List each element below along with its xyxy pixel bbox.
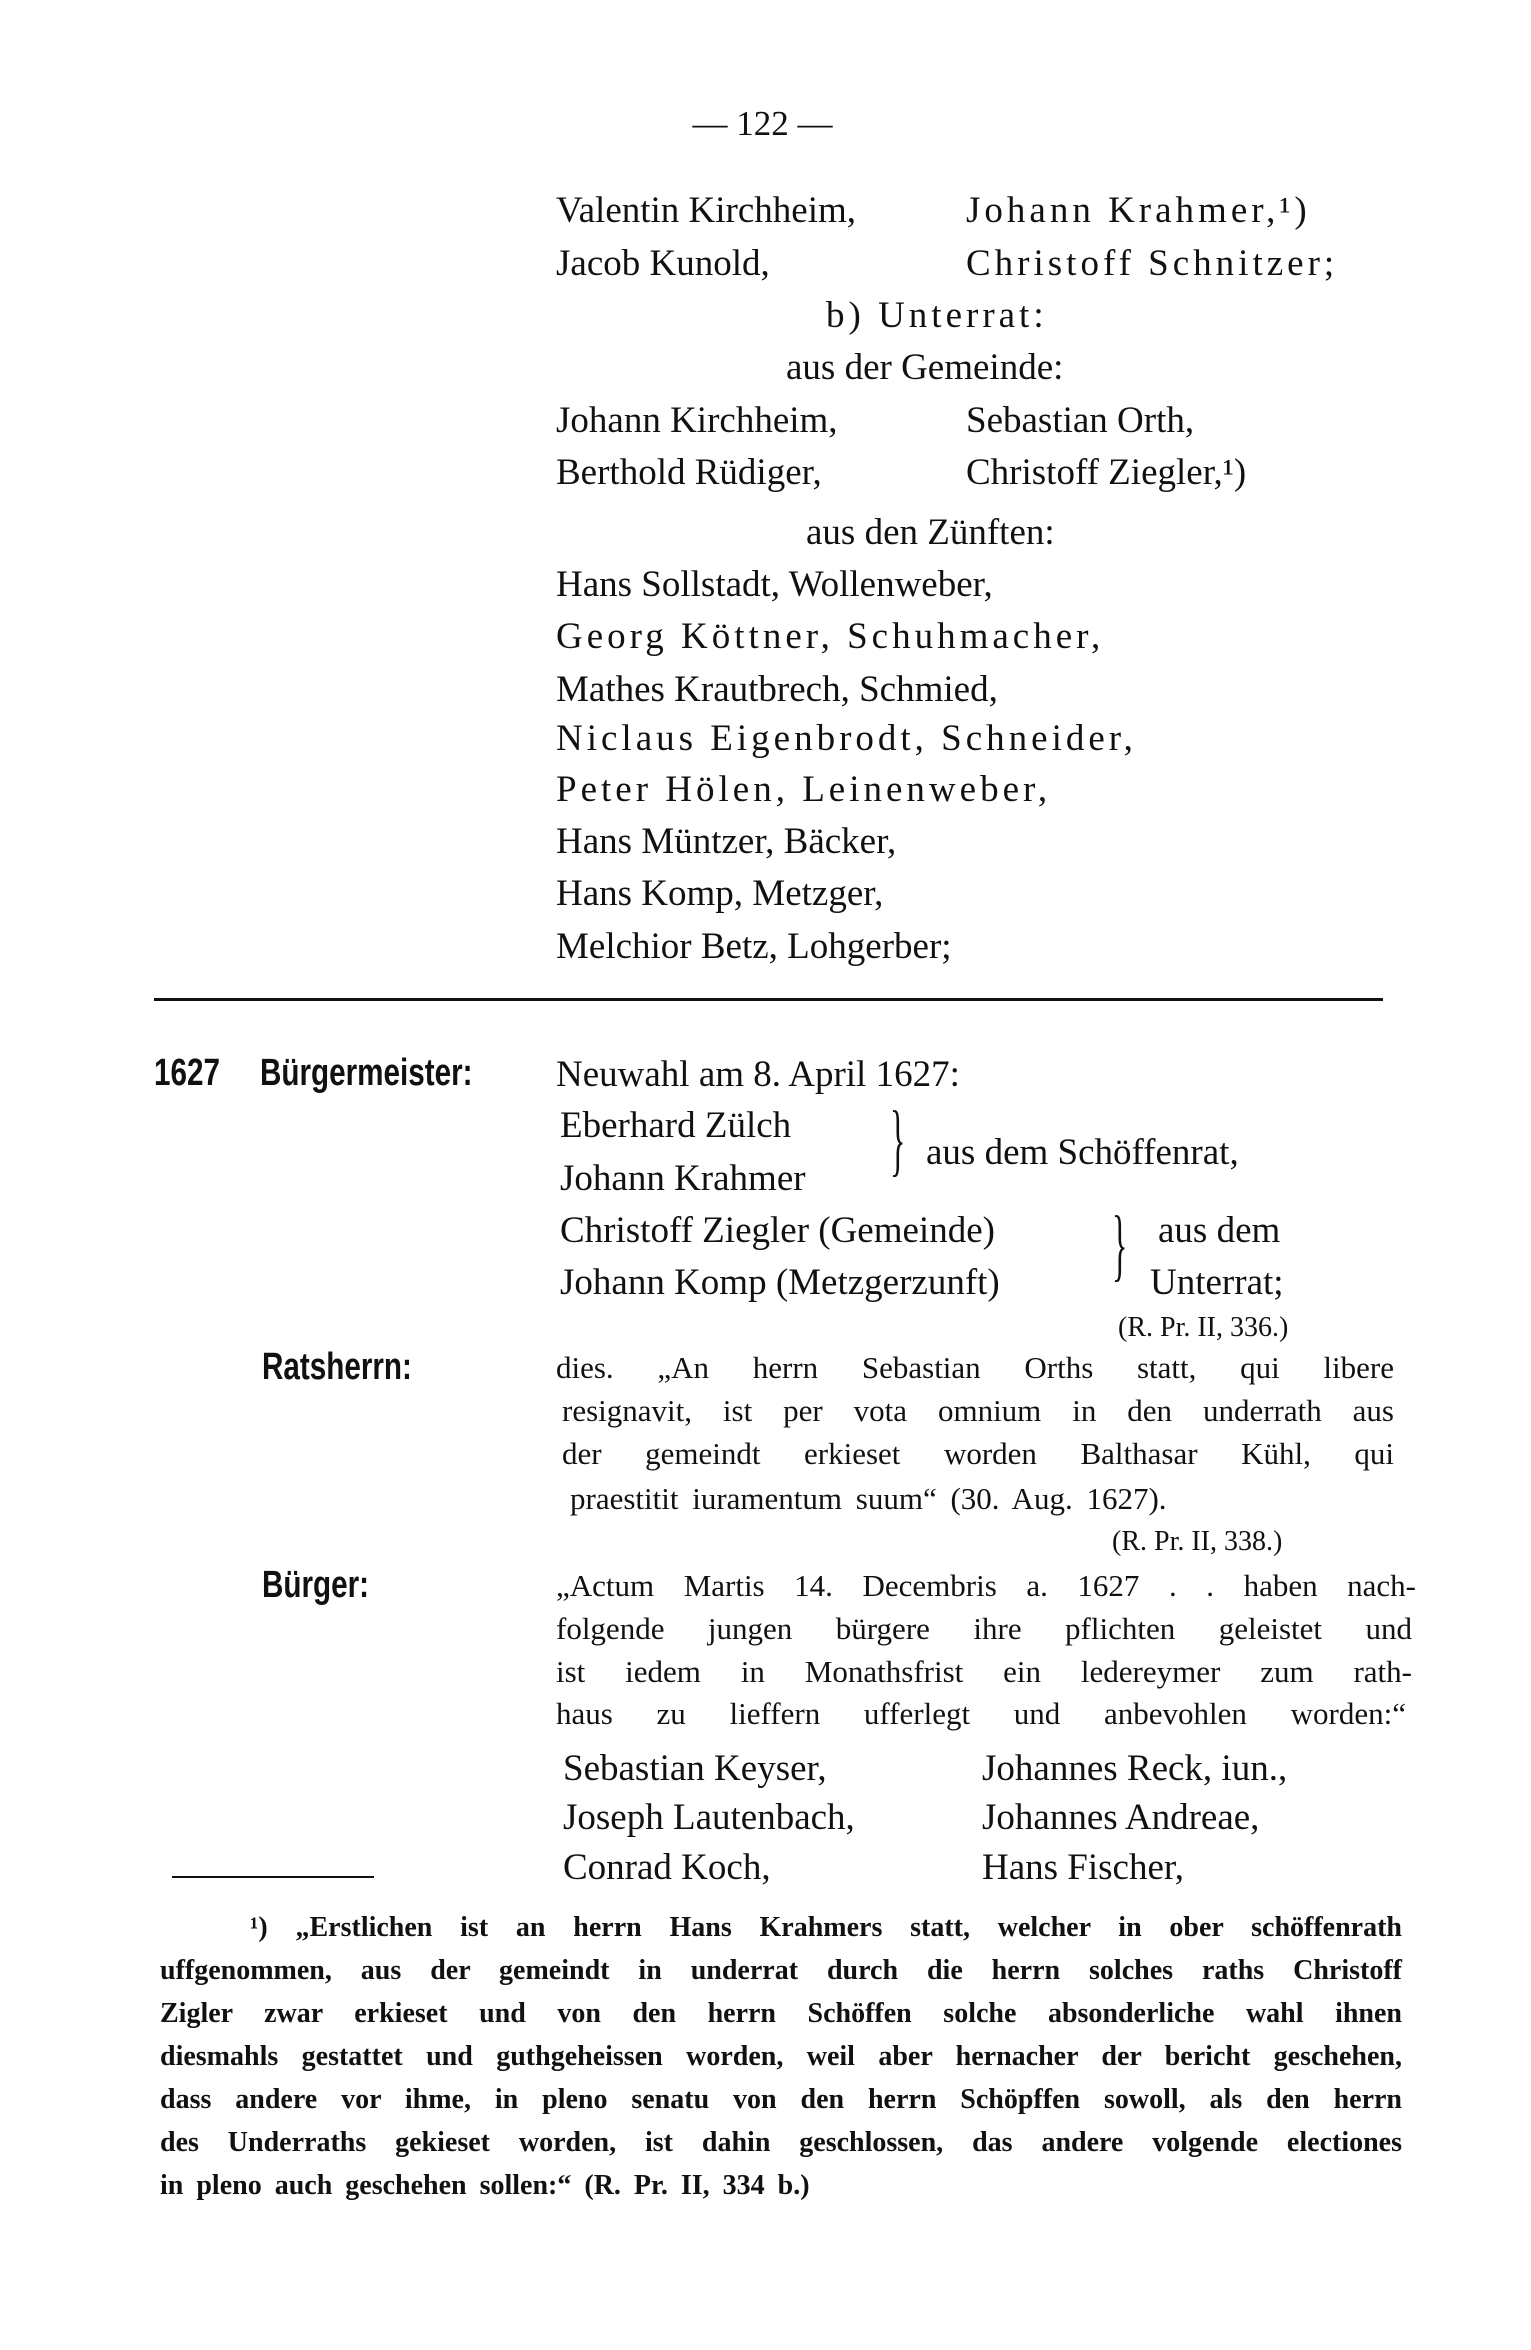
- footnote-line: dass andere vor ihme, in pleno senatu von den herrn Schöpffen sowoll, als den herrn: [160, 2084, 1402, 2115]
- name: Joseph Lautenbach,: [563, 1797, 855, 1838]
- year-label: 1627: [154, 1052, 220, 1094]
- name: Christoff Ziegler,¹): [966, 452, 1247, 493]
- text-line: haus zu lieffern ufferlegt und anbevohlen worden:“: [556, 1696, 1406, 1731]
- label-buergermeister: Bürgermeister:: [260, 1052, 473, 1094]
- name: Sebastian Keyser,: [563, 1748, 827, 1789]
- name: Sebastian Orth,: [966, 400, 1195, 441]
- name: Conrad Koch,: [563, 1847, 771, 1888]
- footnote-line: diesmahls gestattet und guthgeheissen worden, weil aber hernacher der bericht geschehen,: [160, 2041, 1402, 2072]
- footnote-line: des Underraths gekieset worden, ist dahin geschlossen, das andere volgende electiones: [160, 2127, 1402, 2158]
- name: Berthold Rüdiger,: [556, 452, 822, 493]
- brace-note: aus dem: [1158, 1210, 1281, 1251]
- label-buerger: Bürger:: [262, 1564, 370, 1606]
- heading-unterrat: b) Unterrat:: [826, 295, 1048, 336]
- text-line: resignavit, ist per vota omnium in den underrath aus: [562, 1393, 1394, 1428]
- name: Johann Komp (Metzgerzunft): [560, 1262, 1000, 1303]
- text-line: ist iedem in Monathsfrist ein ledereymer zum rath-: [556, 1654, 1412, 1689]
- text-line: dies. „An herrn Sebastian Orths statt, qui libere: [556, 1350, 1394, 1385]
- reference: (R. Pr. II, 336.): [1118, 1312, 1289, 1343]
- name: Christoff Schnitzer;: [966, 243, 1339, 284]
- name: Jacob Kunold,: [556, 243, 770, 284]
- text-line: „Actum Martis 14. Decembris a. 1627 . . haben nach-: [556, 1568, 1416, 1603]
- footnote-line: Zigler zwar erkieset und von den herrn Schöffen solche absonderliche wahl ihnen: [160, 1998, 1402, 2029]
- brace-note: aus dem Schöffenrat,: [926, 1132, 1239, 1173]
- section-divider: [154, 998, 1383, 1001]
- brace: }: [1112, 1201, 1128, 1289]
- footnote-line: uffgenommen, aus der gemeindt in underrat durch die herrn solches raths Christoff: [160, 1955, 1402, 1986]
- text-line: folgende jungen bürgere ihre pflichten geleistet und: [556, 1611, 1412, 1646]
- guild-member: Melchior Betz, Lohgerber;: [556, 926, 952, 967]
- footnote-divider: [172, 1876, 374, 1878]
- guild-member: Mathes Krautbrech, Schmied,: [556, 669, 998, 710]
- neuwahl-heading: Neuwahl am 8. April 1627:: [556, 1054, 960, 1095]
- footnote-line: in pleno auch geschehen sollen:“ (R. Pr. II, 334 b.): [160, 2170, 810, 2201]
- guild-member: Georg Köttner, Schuhmacher,: [556, 616, 1105, 657]
- guild-member: Hans Müntzer, Bäcker,: [556, 821, 897, 862]
- guild-member: Hans Komp, Metzger,: [556, 873, 884, 914]
- name: Valentin Kirchheim,: [556, 190, 857, 231]
- guild-member: Peter Hölen, Leinenweber,: [556, 769, 1052, 810]
- text-line: der gemeindt erkieset worden Balthasar Kühl, qui: [562, 1436, 1394, 1471]
- name: Hans Fischer,: [982, 1847, 1184, 1888]
- page-number: — 122 —: [692, 104, 833, 143]
- name: Johann Krahmer,¹): [966, 190, 1311, 231]
- heading-gemeinde: aus der Gemeinde:: [786, 347, 1064, 388]
- footnote-line: ¹) „Erstlichen ist an herrn Hans Krahmers statt, welcher in ober schöffenrath: [250, 1912, 1402, 1943]
- reference: (R. Pr. II, 338.): [1112, 1526, 1283, 1557]
- text-line: praestitit iuramentum suum“ (30. Aug. 1627).: [570, 1481, 1167, 1516]
- brace-note: Unterrat;: [1150, 1262, 1284, 1303]
- guild-member: Niclaus Eigenbrodt, Schneider,: [556, 718, 1137, 759]
- heading-zuenfte: aus den Zünften:: [806, 512, 1055, 553]
- name: Eberhard Zülch: [560, 1105, 792, 1146]
- guild-member: Hans Sollstadt, Wollenweber,: [556, 564, 993, 605]
- name: Johannes Reck, iun.,: [982, 1748, 1288, 1789]
- name: Johann Krahmer: [560, 1158, 806, 1199]
- brace: }: [890, 1096, 906, 1184]
- name: Christoff Ziegler (Gemeinde): [560, 1210, 995, 1251]
- name: Johannes Andreae,: [982, 1797, 1260, 1838]
- label-ratsherrn: Ratsherrn:: [262, 1346, 412, 1388]
- name: Johann Kirchheim,: [556, 400, 838, 441]
